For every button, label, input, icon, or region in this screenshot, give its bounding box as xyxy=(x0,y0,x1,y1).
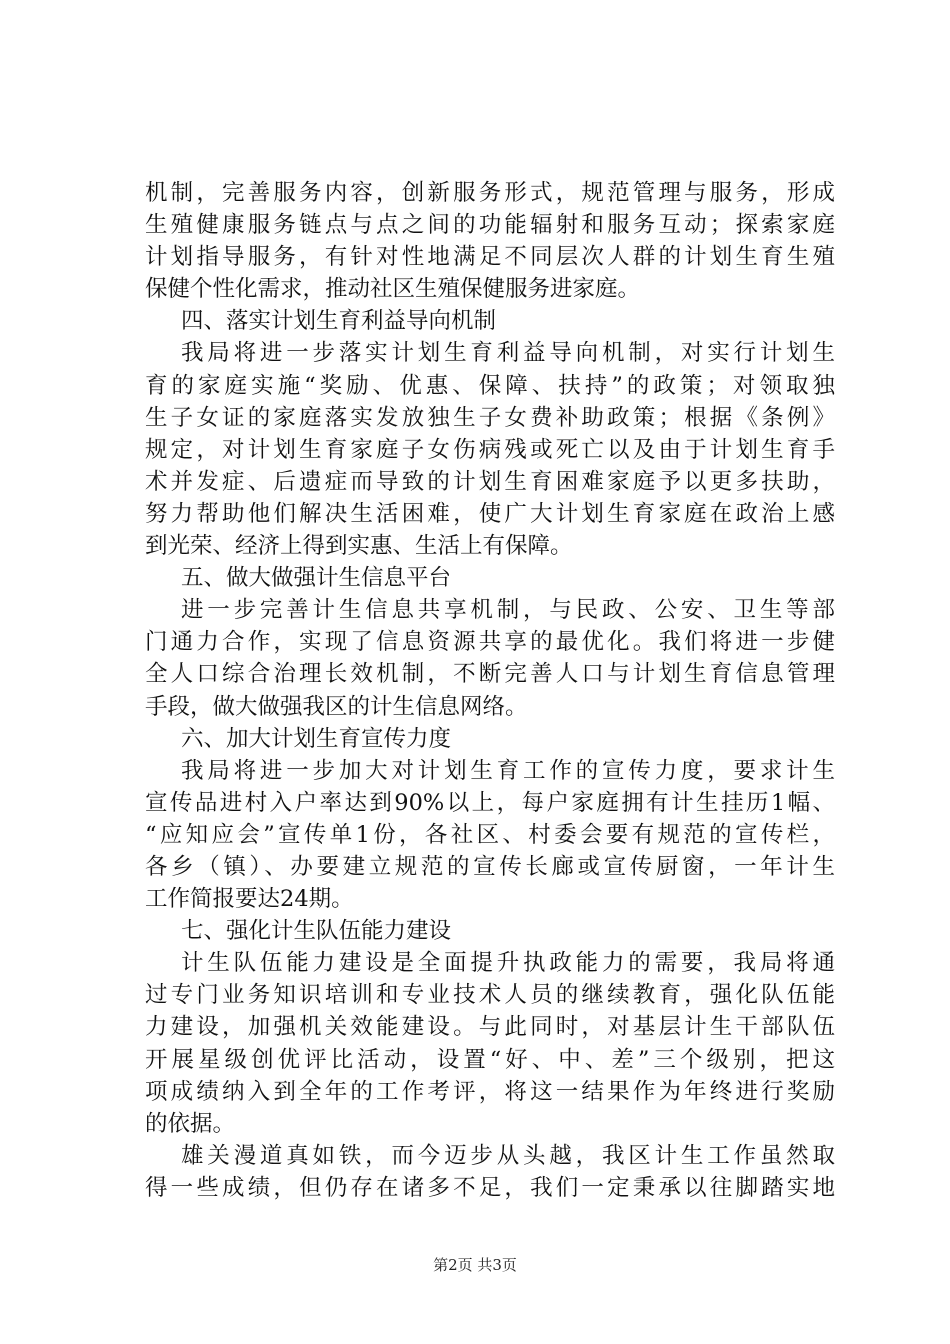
text-line: 术并发症、后遗症而导致的计划生育困难家庭予以更多扶助， xyxy=(145,468,835,495)
section-heading: 六、加大计划生育宣传力度 xyxy=(181,725,452,752)
text-line: 项成绩纳入到全年的工作考评，将这一结果作为年终进行奖励 xyxy=(145,1078,835,1105)
text-line: 的依据。 xyxy=(145,1110,236,1137)
text-line: 过专门业务知识培训和专业技术人员的继续教育，强化队伍能 xyxy=(145,982,835,1009)
text-line: 努力帮助他们解决生活困难，使广大计划生育家庭在政治上感 xyxy=(145,500,835,527)
text-line: 力建设，加强机关效能建设。与此同时，对基层计生干部队伍 xyxy=(145,1014,835,1041)
text-line: 全人口综合治理长效机制，不断完善人口与计划生育信息管理 xyxy=(145,661,835,688)
text-line: 开展星级创优评比活动，设置“好、中、差”三个级别，把这 xyxy=(145,1046,835,1073)
text-line: 我局将进一步加大对计划生育工作的宣传力度，要求计生 xyxy=(181,757,835,784)
text-line: 手段，做大做强我区的计生信息网络。 xyxy=(145,693,528,720)
text-line: 计生队伍能力建设是全面提升执政能力的需要，我局将通 xyxy=(181,950,835,977)
text-line: 雄关漫道真如铁，而今迈步从头越，我区计生工作虽然取 xyxy=(181,1142,835,1169)
text-line: 生殖健康服务链点与点之间的功能辐射和服务互动；探索家庭 xyxy=(145,212,835,239)
section-heading: 五、做大做强计生信息平台 xyxy=(181,565,452,592)
text-line: 工作简报要达24期。 xyxy=(145,886,354,913)
text-line: 育的家庭实施“奖励、优惠、保障、扶持”的政策；对领取独 xyxy=(145,372,835,399)
document-body xyxy=(145,177,835,1204)
text-line: “应知应会”宣传单1份，各社区、村委会要有规范的宣传栏， xyxy=(145,821,835,848)
text-line: 计划指导服务，有针对性地满足不同层次人群的计划生育生殖 xyxy=(145,244,835,271)
text-line: 宣传品进村入户率达到90%以上，每户家庭拥有计生挂历1幅、 xyxy=(145,789,835,816)
text-line: 生子女证的家庭落实发放独生子女费补助政策；根据《条例》 xyxy=(145,404,835,431)
text-line: 门通力合作，实现了信息资源共享的最优化。我们将进一步健 xyxy=(145,629,835,656)
text-line: 机制，完善服务内容，创新服务形式，规范管理与服务，形成 xyxy=(145,180,835,206)
section-heading: 四、落实计划生育利益导向机制 xyxy=(181,308,497,335)
section-heading: 七、强化计生队伍能力建设 xyxy=(181,918,452,945)
page-footer: 第2页 共3页 xyxy=(433,1256,517,1274)
text-line: 进一步完善计生信息共享机制，与民政、公安、卫生等部 xyxy=(181,597,835,624)
text-line: 规定，对计划生育家庭子女伤病残或死亡以及由于计划生育手 xyxy=(145,436,835,463)
text-line: 我局将进一步落实计划生育利益导向机制，对实行计划生 xyxy=(181,340,835,367)
text-line: 保健个性化需求，推动社区生殖保健服务进家庭。 xyxy=(145,276,641,303)
text-line: 各乡（镇）、办要建立规范的宣传长廊或宣传厨窗，一年计生 xyxy=(145,853,835,880)
text-line: 得一些成绩，但仍存在诸多不足，我们一定秉承以往脚踏实地 xyxy=(145,1174,835,1201)
text-line: 到光荣、经济上得到实惠、生活上有保障。 xyxy=(145,533,573,560)
